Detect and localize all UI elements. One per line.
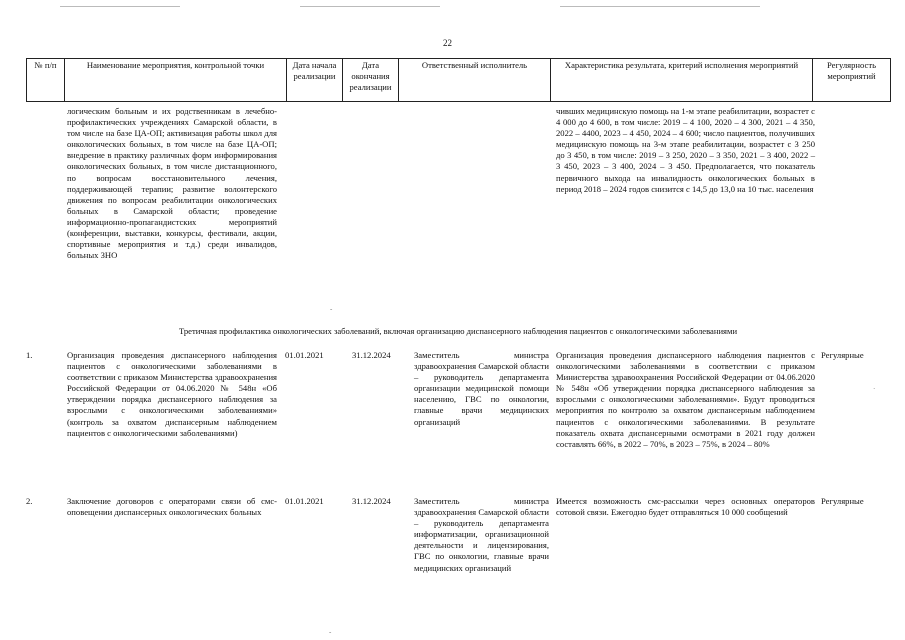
- row-1-result: Организация проведения диспансерного наблюдения пациентов с онкологическими заболеваниями в соответствии с приказом Министерства здравоохранения Российской Федерации от 04.06.2020 № 548н «Об утверждении порядка диспансерного наблюдения за взрослыми с онкологическими заболеваниями». Будут проводиться мероприятия по контролю за охватом диспансерным наблюдением пациентов с онкологическими заболеваниями. В результате показатель охвата диспансерными осмотрами в 2021 году должен составлять 66%, в 2022 – 70%, в 2023 – 75%, в 2024 – 80%: [556, 350, 815, 449]
- row-2-start-date: 01.01.2021: [285, 496, 324, 506]
- row-1-responsible: Заместитель министра здравоохранения Самарской области – руководитель департамента организации медицинской помощи населению, ГВС по онкологии, главные врачи медицинских организаций: [414, 350, 549, 427]
- continued-result-cell: чивших медицинскую помощь на 1-м этапе реабилитации, возрастет с 4 000 до 4 600, в том числе: 2019 – 4 100, 2020 – 4 300, 2021 – 4 350, 2022 – 4400, 2023 – 4 450, 2024 – 4 600; число пациентов, получивших медицинскую помощь на 3-м этапе реабилитации, возрастет с 3 250 до 3 450, в том числе: 2019 – 3 250, 2020 – 3 350, 2021 – 3 400, 2022 – 3 450, 2023 – 3 400, 2024 – 3 450. Предполагается, что показатель первичного выхода на инвалидность онкологических больных в период 2018 – 2024 годов снизится с 14,5 до 13,0 на 10 тыс. населения: [556, 106, 815, 194]
- row-2-name: Заключение договоров с операторами связи об смс-оповещении диспансерных онкологических больных: [67, 496, 277, 518]
- scan-mark: -: [329, 628, 332, 636]
- scan-artifact-line: [560, 6, 760, 7]
- header-regularity: Регулярность мероприятий: [813, 59, 891, 102]
- header-responsible: Ответственный исполнитель: [399, 59, 551, 102]
- scan-mark: ·: [873, 385, 876, 393]
- row-1-start-date: 01.01.2021: [285, 350, 324, 360]
- header-start-date: Дата начала реализации: [287, 59, 343, 102]
- row-2-regularity: Регулярные: [821, 496, 864, 506]
- scan-mark: -: [330, 305, 333, 313]
- row-1-number: 1.: [26, 350, 33, 360]
- scan-artifact-line: [60, 6, 180, 7]
- continued-name-cell: логическим больным и их родственникам в лечебно-профилактических учреждениях Самарской области, в том числе на базе ЦА-ОП; активизация работы школ для онкологических больных, в том числе на базе ЦА-ОП; внедрение в практику различных форм информирования онкологических больных, в том числе дистанционного, по вопросам восстановительного лечения, поддерживающей терапии; развитие волонтерского движения по вопросам реабилитации онкологических больных в Самарской области; проведение информационно-пропагандистских мероприятий (конференции, выставки, конкурсы, фестивали, акции, спортивные мероприятия и т.д.) среди инвалидов, больных ЗНО: [67, 106, 277, 261]
- page-number: 22: [443, 38, 452, 48]
- header-name: Наименование мероприятия, контрольной точки: [65, 59, 287, 102]
- header-end-date: Дата окончания реализации: [343, 59, 399, 102]
- row-1-regularity: Регулярные: [821, 350, 864, 360]
- table-header: [26, 58, 891, 102]
- row-1-name: Организация проведения диспансерного наблюдения пациентов с онкологическими заболеваниями в соответствии с приказом Министерства здравоохранения Российской Федерации от 04.06.2020 № 548н «Об утверждении порядка диспансерного наблюдения за взрослыми с онкологическими заболеваниями» (контроль за охватом диспансерным наблюдением пациентов с онкологическими заболеваниями): [67, 350, 277, 438]
- row-2-result: Имеется возможность смс-рассылки через основных операторов сотовой связи. Ежегодно будет отправляться 10 000 сообщений: [556, 496, 815, 518]
- row-2-number: 2.: [26, 496, 33, 506]
- row-1-end-date: 31.12.2024: [352, 350, 391, 360]
- header-result: Характеристика результата, критерий исполнения мероприятий: [551, 59, 813, 102]
- scan-artifact-line: [300, 6, 440, 7]
- header-number: № п/п: [27, 59, 65, 102]
- row-2-end-date: 31.12.2024: [352, 496, 391, 506]
- section-title: Третичная профилактика онкологических заболеваний, включая организацию диспансерного наблюдения пациентов с онкологическими заболеваниями: [178, 326, 738, 336]
- row-2-responsible: Заместитель министра здравоохранения Самарской области – руководитель департамента информатизации, организационной деятельности и лицензирования, ГВС по онкологии, главные врачи медицинских организаций: [414, 496, 549, 573]
